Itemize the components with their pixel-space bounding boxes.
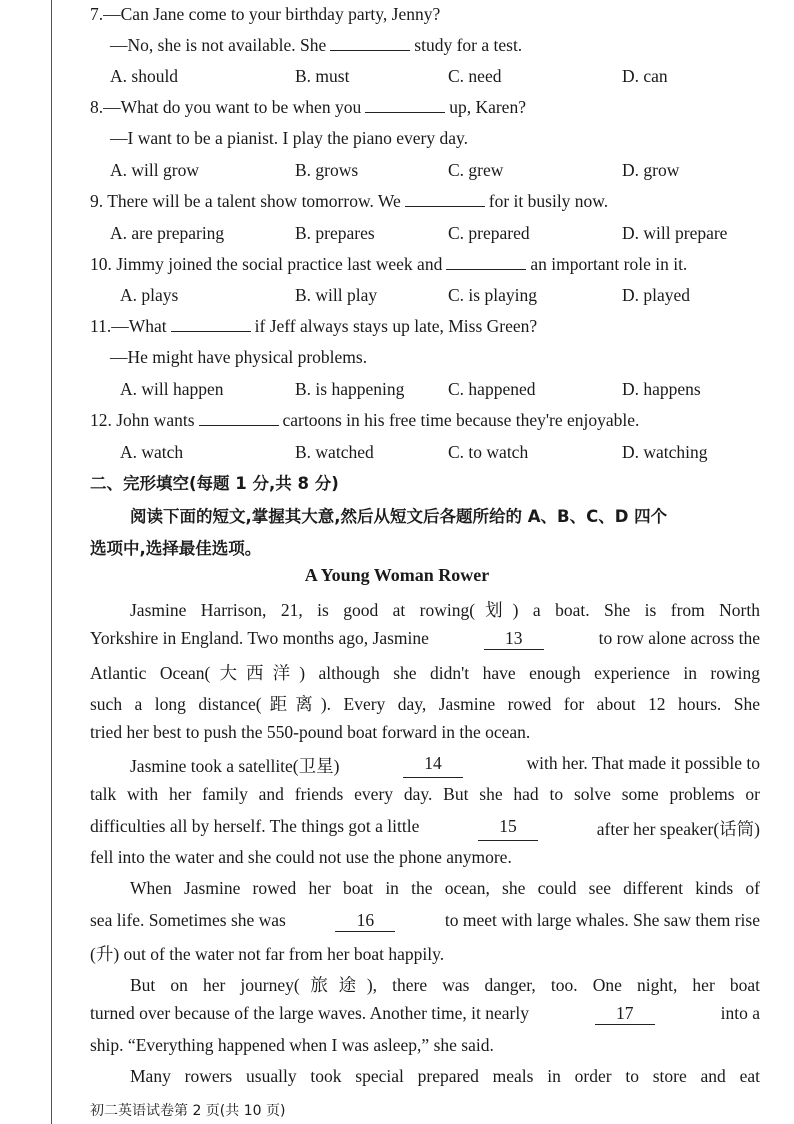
- passage-text: difficulties all by herself. The things got a little: [90, 816, 420, 836]
- passage-title: A Young Woman Rower: [304, 565, 490, 585]
- passage-line: [90, 816, 760, 841]
- page-footer: 初二英语试卷第 2 页(共 10 页): [90, 1103, 286, 1119]
- question-text: an important role in it.: [530, 254, 688, 274]
- question-8-line2: —I want to be a pianist. I play the piano every day.: [110, 128, 468, 148]
- cloze-blank[interactable]: 15: [478, 816, 538, 841]
- passage-line: [90, 1035, 494, 1056]
- option-d[interactable]: D. grow: [622, 160, 680, 180]
- passage-line: [90, 784, 760, 805]
- option-d[interactable]: D. watching: [622, 442, 708, 462]
- option-b[interactable]: B. prepares: [295, 223, 375, 243]
- question-number: 8.: [90, 97, 104, 117]
- question-text: —What: [111, 316, 167, 336]
- answer-blank[interactable]: [446, 253, 526, 270]
- passage-line: [90, 660, 760, 685]
- passage-line: [130, 972, 760, 997]
- section-instruction-line1: 阅读下面的短文,掌握其大意,然后从短文后各题所给的 A、B、C、D 四个: [130, 507, 668, 526]
- passage-text: turned over because of the large waves. Another time, it nearly: [90, 1003, 529, 1023]
- passage-line: [90, 628, 760, 650]
- passage-text: ship. “Everything happened when I was asleep,” she said.: [90, 1035, 494, 1055]
- option-a[interactable]: A. watch: [120, 442, 184, 462]
- cloze-blank[interactable]: 16: [335, 910, 395, 932]
- question-text: cartoons in his free time because they're enjoyable.: [282, 410, 640, 430]
- passage-line: [90, 1003, 760, 1025]
- question-number: 10.: [90, 254, 112, 274]
- question-10-line1: [90, 253, 687, 275]
- passage-text: sea life. Sometimes she was: [90, 910, 286, 930]
- answer-blank[interactable]: [171, 315, 251, 332]
- passage-text: Atlantic Ocean(大西洋) although she didn't have enough experience in rowing: [90, 663, 760, 683]
- question-11-line2: —He might have physical problems.: [110, 347, 368, 367]
- passage-text: When Jasmine rowed her boat in the ocean, she could see different kinds of: [130, 878, 760, 898]
- cloze-blank[interactable]: 17: [595, 1003, 655, 1025]
- option-b[interactable]: B. will play: [295, 285, 378, 305]
- passage-text: Many rowers usually took special prepared meals in order to store and eat: [130, 1066, 760, 1086]
- option-b[interactable]: B. grows: [295, 160, 359, 180]
- question-text: Jimmy joined the social practice last week and: [116, 254, 443, 274]
- question-text: if Jeff always stays up late, Miss Green?: [254, 316, 538, 336]
- answer-blank[interactable]: [199, 409, 279, 426]
- answer-blank[interactable]: [365, 96, 445, 113]
- passage-text: Jasmine took a satellite(卫星): [130, 756, 340, 776]
- answer-blank[interactable]: [405, 190, 485, 207]
- cloze-blank[interactable]: 14: [403, 753, 463, 778]
- question-text: for it busily now.: [488, 191, 609, 211]
- question-text: study for a test.: [414, 35, 523, 55]
- passage-line: [90, 722, 530, 743]
- passage-line: [130, 753, 760, 778]
- option-a[interactable]: A. plays: [120, 285, 179, 305]
- question-number: 12.: [90, 410, 112, 430]
- option-c[interactable]: C. is playing: [448, 285, 537, 305]
- passage-line: [90, 941, 444, 966]
- option-a[interactable]: A. are preparing: [110, 223, 225, 243]
- passage-text: to row alone across the: [598, 628, 760, 648]
- section-instruction-line2: 选项中,选择最佳选项。: [90, 539, 262, 558]
- option-d[interactable]: D. can: [622, 66, 668, 86]
- passage-text: such a long distance(距离). Every day, Jasmine rowed for about 12 hours. She: [90, 694, 760, 714]
- passage-text: Jasmine Harrison, 21, is good at rowing(划) a boat. She is from North: [130, 600, 760, 620]
- passage-line: [130, 878, 760, 899]
- option-c[interactable]: C. need: [448, 66, 502, 86]
- passage-text: fell into the water and she could not use the phone anymore.: [90, 847, 512, 867]
- option-c[interactable]: C. grew: [448, 160, 504, 180]
- answer-blank[interactable]: [330, 34, 410, 51]
- option-b[interactable]: B. watched: [295, 442, 374, 462]
- option-a[interactable]: A. should: [110, 66, 179, 86]
- option-a[interactable]: A. will grow: [110, 160, 199, 180]
- cloze-blank[interactable]: 13: [484, 628, 544, 650]
- passage-text: Yorkshire in England. Two months ago, Jasmine: [90, 628, 429, 648]
- passage-text: into a: [720, 1003, 760, 1023]
- question-11-line1: [90, 315, 537, 337]
- passage-line: [90, 847, 512, 868]
- option-b[interactable]: B. is happening: [295, 379, 405, 399]
- question-text: —No, she is not available. She: [110, 35, 327, 55]
- question-number: 9.: [90, 191, 104, 211]
- option-c[interactable]: C. to watch: [448, 442, 529, 462]
- section-heading: 二、完形填空(每题 1 分,共 8 分): [90, 474, 339, 493]
- passage-text: to meet with large whales. She saw them rise: [444, 910, 760, 930]
- question-text: There will be a talent show tomorrow. We: [107, 191, 401, 211]
- passage-line: [90, 691, 760, 716]
- question-7-line1: [90, 3, 440, 25]
- question-7-line2: [110, 34, 522, 56]
- passage-text: But on her journey(旅途), there was danger, too. One night, her boat: [130, 975, 760, 995]
- option-d[interactable]: D. played: [622, 285, 691, 305]
- passage-text: (升) out of the water not far from her boat happily.: [90, 944, 445, 964]
- passage-text: tried her best to push the 550-pound boat forward in the ocean.: [90, 722, 531, 742]
- passage-line: [130, 1066, 760, 1087]
- passage-text: after her speaker(话筒): [596, 819, 760, 839]
- question-text: —Can Jane come to your birthday party, Jenny?: [103, 4, 441, 24]
- question-8-line1: [90, 96, 526, 118]
- passage-text: with her. That made it possible to: [526, 753, 760, 773]
- option-d[interactable]: D. will prepare: [622, 223, 728, 243]
- option-d[interactable]: D. happens: [622, 379, 701, 399]
- passage-line: [130, 597, 760, 622]
- question-9-line1: [90, 190, 608, 212]
- passage-line: [90, 910, 760, 932]
- passage-text: talk with her family and friends every day. But she had to solve some problems or: [90, 784, 760, 804]
- question-12-line1: [90, 409, 639, 431]
- question-text: —What do you want to be when you: [103, 97, 362, 117]
- question-text: John wants: [116, 410, 195, 430]
- question-number: 7.: [90, 4, 104, 24]
- question-text: up, Karen?: [449, 97, 526, 117]
- option-c[interactable]: C. prepared: [448, 223, 530, 243]
- option-c[interactable]: C. happened: [448, 379, 536, 399]
- option-b[interactable]: B. must: [295, 66, 350, 86]
- question-number: 11.: [90, 316, 112, 336]
- option-a[interactable]: A. will happen: [120, 379, 224, 399]
